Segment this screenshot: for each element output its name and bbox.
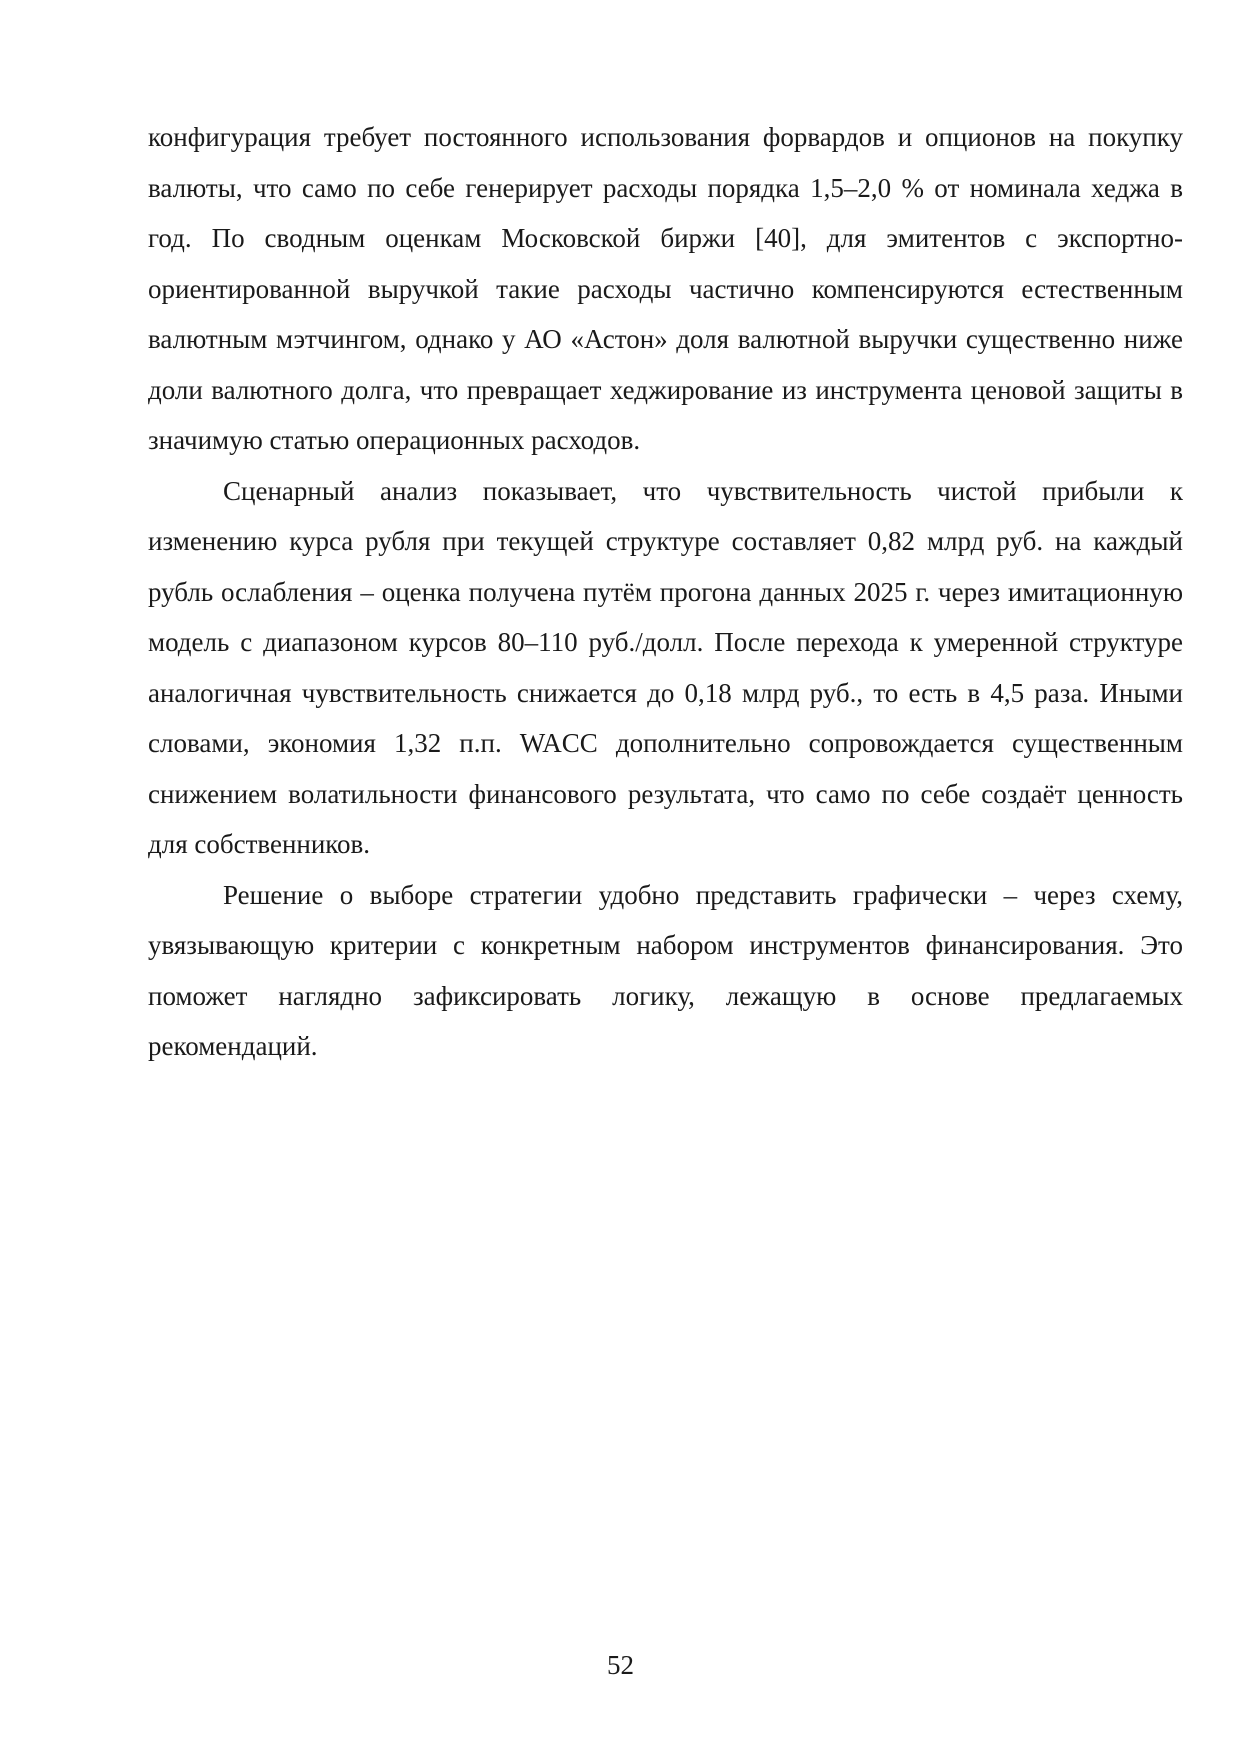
page-number: 52 — [607, 1650, 634, 1680]
paragraph-scenario-analysis: Сценарный анализ показывает, что чувствительность чистой прибыли к изменению курса рубля при текущей структуре составляет 0,82 млрд руб. на каждый рубль ослабления – оценка получена путём прогона данных 2025 г. через имитационную модель с диапазоном курсов 80–110 руб./долл. После перехода к умеренной структуре аналогичная чувствительность снижается до 0,18 млрд руб., то есть в 4,5 раза. Иными словами, экономия 1,32 п.п. WACC дополнительно сопровождается существенным снижением волатильности финансового результата, что само по себе создаёт ценность для собственников. — [148, 475, 1183, 859]
paragraph-strategy-decision: Решение о выборе стратегии удобно представить графически – через схему, увязывающую критерии с конкретным набором инструментов финансирования. Это поможет наглядно зафиксировать логику, лежащую в основе предлагаемых рекомендаций. — [148, 879, 1183, 1061]
paragraph-continuation: конфигурация требует постоянного использования форвардов и опционов на покупку валюты, что само по себе генерирует расходы порядка 1,5–2,0 % от номинала хеджа в год. По сводным оценкам Московской биржи [40], для эмитентов с экспортно-ориентированной выручкой такие расходы частично компенсируются естественным валютным мэтчингом, однако у АО «Астон» доля валютной выручки существенно ниже доли валютного долга, что превращает хеджирование из инструмента ценовой защиты в значимую статью операционных расходов. — [148, 122, 1183, 455]
body-text — [148, 112, 1183, 1072]
